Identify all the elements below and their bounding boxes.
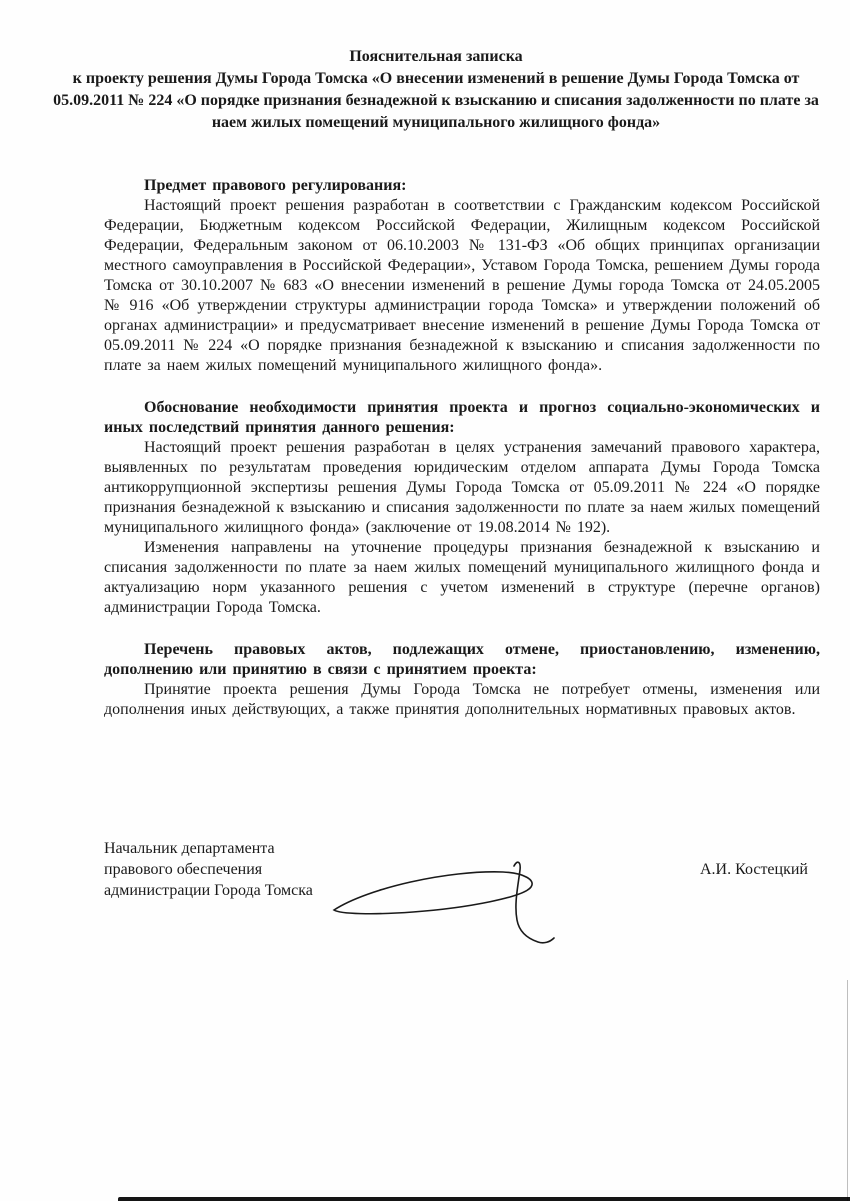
title-block xyxy=(52,46,820,134)
signer-position xyxy=(104,838,313,901)
signer-position-line: Начальник департамента xyxy=(104,840,275,857)
document-title: Пояснительная записка xyxy=(349,48,523,65)
section-heading: Обоснование необходимости принятия проекта и прогноз социально-экономических и иных последствий принятия данного решения: xyxy=(104,399,820,436)
paragraph: Изменения направлены на уточнение процедуры признания безнадежной к взысканию и списания задолженности по плате за наем жилых помещений муниципального жилищного фонда и актуализацию норм указанного решения с учетом изменений в структуре (перечне органов) администрации Города Томска. xyxy=(104,539,820,616)
paragraph: Настоящий проект решения разработан в соответствии с Гражданским кодексом Российской Федерации, Бюджетным кодексом Российской Федерации, Жилищным кодексом Российской Федерации, Федеральным законом от 06.10.2003 № 131-ФЗ «Об общих принципах организации местного самоуправления в Российской Федерации», Уставом Города Томска, решением Думы города Томска от 30.10.2007 № 683 «О внесении изменений в решение Думы города Томска от 24.05.2005 № 916 «Об утверждении структуры администрации города Томска» и утверждении положений об органах администрации» и предусматривает внесение изменений в решение Думы Города Томска от 05.09.2011 № 224 «О порядке признания безнадежной к взысканию и списания задолженности по плате за наем жилых помещений муниципального жилищного фонда». xyxy=(104,197,820,374)
paragraph: Принятие проекта решения Думы Города Томска не потребует отмены, изменения или дополнения иных действующих, а также принятия дополнительных нормативных правовых актов. xyxy=(104,681,820,718)
section-heading: Предмет правового регулирования: xyxy=(144,177,407,194)
section-heading: Перечень правовых актов, подлежащих отмене, приостановлению, изменению, дополнению или принятию в связи с принятием проекта: xyxy=(104,641,820,678)
signature-block xyxy=(104,838,820,901)
signer-position-line: правового обеспечения xyxy=(104,861,263,878)
signer-name: А.И. Костецкий xyxy=(699,861,808,878)
paragraph: Настоящий проект решения разработан в целях устранения замечаний правового характера, выявленных по результатам проведения юридическим отделом аппарата Думы Города Томска антикоррупционной экспертизы решения Думы Города Томска от 05.09.2011 № 224 «О порядке признания безнадежной к взысканию и списания задолженности по плате за наем жилых помещений муниципального жилищного фонда» (заключение от 19.08.2014 № 192). xyxy=(104,439,820,536)
section-subject xyxy=(104,176,820,376)
scan-artifact-bottom-edge xyxy=(118,1197,850,1201)
section-acts-list xyxy=(104,640,820,720)
scan-artifact-right-edge xyxy=(847,980,848,1201)
section-justification xyxy=(104,398,820,618)
document-subtitle: к проекту решения Думы Города Томска «О внесении изменений в решение Думы Города Томска от 05.09.2011 № 224 «О порядке признания безнадежной к взысканию и списания задолженности по плате за наем жилых помещений муниципального жилищного фонда» xyxy=(53,70,819,131)
document-body xyxy=(104,176,820,720)
signer-position-line: администрации Города Томска xyxy=(104,882,313,899)
